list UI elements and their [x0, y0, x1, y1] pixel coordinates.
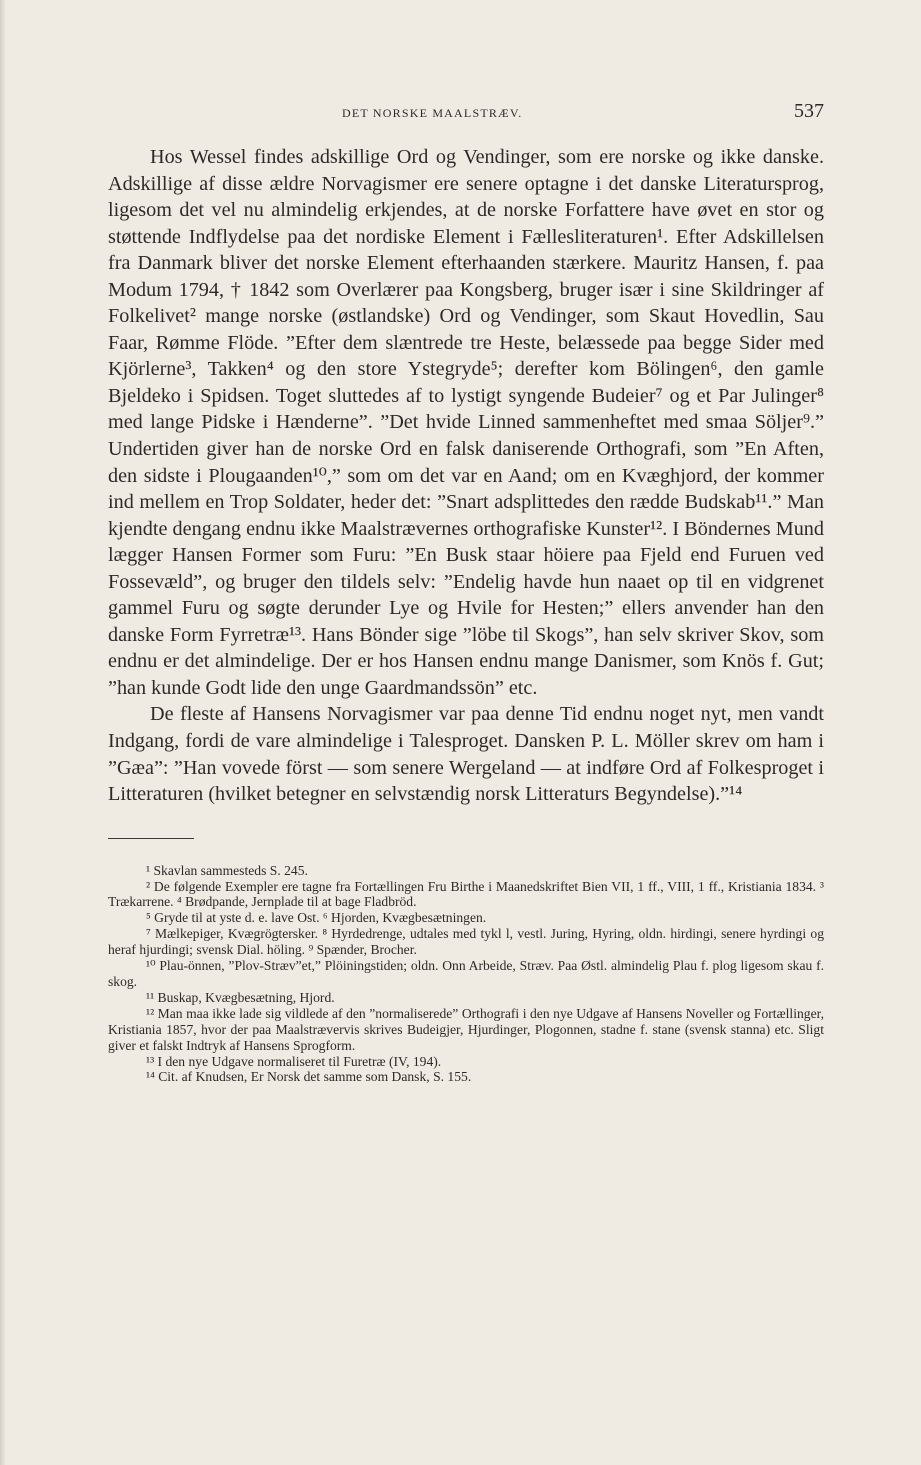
footnote-2-4: ² De følgende Exempler ere tagne fra Fortællingen Fru Birthe i Maanedskriftet Bien VII, 1 ff., VIII, 1 ff., Kristiania 1834. ³ Trækarrene. ⁴ Brødpande, Jernplade til at bage Fladbröd. [108, 878, 824, 910]
main-text [108, 144, 824, 808]
footnote-10: ¹⁰ Plau-önnen, ”Plov-Stræv”et,” Plöiningstiden; oldn. Onn Arbeide, Stræv. Paa Østl. almindelig Plau f. plog ligesom skau f. skog. [108, 958, 824, 990]
paragraph-2: De fleste af Hansens Norvagismer var paa denne Tid endnu noget nyt, men vandt Indgang, fordi de vare almindelige i Talesproget. Dansken P. L. Möller skrev om ham i ”Gæa”: ”Han vovede först — som senere Wergeland — at indføre Ord af Folkesproget i Litteraturen (hvilket betegner en selvstændig norsk Litteraturs Begyndelse).”¹⁴ [108, 703, 824, 806]
running-header [108, 100, 824, 128]
running-title: DET NORSKE MAALSTRÆV. [342, 106, 523, 120]
page-edge-shadow [0, 0, 6, 1465]
footnote-1: ¹ Skavlan sammesteds S. 245. [146, 862, 308, 878]
footnote-13: ¹³ I den nye Udgave normaliseret til Furetræ (IV, 194). [146, 1053, 442, 1069]
page-number: 537 [794, 100, 824, 122]
paragraph-1: Hos Wessel findes adskillige Ord og Vendinger, som ere norske og ikke danske. Adskillige af disse ældre Norvagismer ere senere optagne i det danske Literatursprog, ligesom det vel nu almindelig erkjendes, at de norske Forfattere have øvet en stor og støttende Indflydelse paa det nordiske Element i Fællesliteraturen¹. Efter Adskillelsen fra Danmark bliver det norske Element efterhaanden stærkere. Mauritz Hansen, f. paa Modum 1794, † 1842 som Overlærer paa Kongsberg, bruger især i sine Skildringer af Folkelivet² mange norske (østlandske) Ord og Vendinger, som Skaut Hovedlin, Sau Faar, Rømme Flöde. ”Efter dem slæntrede tre Heste, belæssede paa begge Sider med Kjörlerne³, Takken⁴ og den store Ystegryde⁵; derefter kom Bölingen⁶, den gamle Bjeldeko i Spidsen. Toget sluttedes af to lystigt syngende Budeier⁷ og et Par Julinger⁸ med lange Pidske i Hænderne”. ”Det hvide Linned sammenheftet med smaa Söljer⁹.” Undertiden giver han de norske Ord en falsk daniserende Orthografi, som ”En Aften, den sidste i Plougaanden¹⁰,” som om det var en Aand; om en Kvæghjord, der kommer ind mellem en Trop Soldater, heder det: ”Snart adsplittedes den rædde Budskab¹¹.” Man kjendte dengang endnu ikke Maalstrævernes orthografiske Kunster¹². I Böndernes Mund lægger Hansen Former som Furu: ”En Busk staar höiere paa Fjeld end Furuen ved Fossevæld”, og bruger den tildels selv: ”Endelig havde hun naaet op til en vidgrenet gammel Furu og søgte derunder Lye og Hvile for Hesten;” ellers anvender han den danske Form Fyrretræ¹³. Hans Bönder sige ”löbe til Skogs”, han selv skriver Skov, som endnu er det almindelige. Der er hos Hansen endnu mange Danismer, som Knös f. Gut; ”han kunde Godt lide den unge Gaardmandssön” etc. [108, 146, 824, 699]
footnote-12: ¹² Man maa ikke lade sig vildlede af den ”normaliserede” Orthografi i den nye Udgave af Hansens Noveller og Fortællinger, Kristiania 1857, hvor der paa Maalstrævervis skrives Budeigjer, Hjurdinger, Plogonnen, stadne f. stane (svensk stanna) etc. Sligt giver et falskt Indtryk af Hansens Sprogform. [108, 1005, 824, 1053]
footnotes [108, 863, 824, 1086]
footnote-14: ¹⁴ Cit. af Knudsen, Er Norsk det samme som Dansk, S. 155. [146, 1069, 472, 1085]
footnote-5-6: ⁵ Gryde til at yste d. e. lave Ost. ⁶ Hjorden, Kvægbesætningen. [146, 910, 487, 926]
footnote-11: ¹¹ Buskap, Kvægbesætning, Hjord. [146, 989, 335, 1005]
footnote-7-9: ⁷ Mælkepiger, Kvægrögtersker. ⁸ Hyrdedrenge, udtales med tykl l, vestl. Juring, Hyring, oldn. hirdingi, senere hyrdingi og heraf hjurdingi; svensk Dial. höling. ⁹ Spænder, Brocher. [108, 926, 824, 958]
footnote-divider [108, 838, 194, 839]
book-page [108, 100, 824, 1085]
